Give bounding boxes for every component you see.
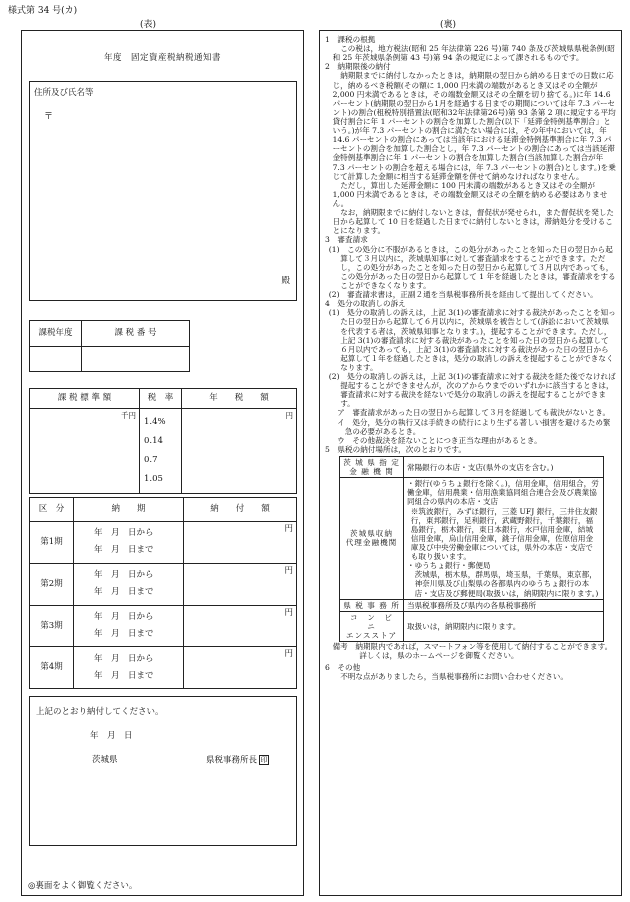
period-amount-unit: 円 xyxy=(184,605,297,647)
period-name: 第4期 xyxy=(30,647,74,689)
deadline-header: 納 期 xyxy=(74,498,184,522)
section-4-item-2: (2) 処分の取消しの訴えは，上記 3(1)の審査請求に対する裁決を経た後でなければ提起することができませんが，次のアからウまでのいずれかに該当するときは，審査請求に対する裁決を経ないで処分の取消しの訴えを提起することができます。 xyxy=(328,372,616,409)
office-chief-label: 県税事務所長 xyxy=(206,755,258,766)
period-from: 年 月 日から xyxy=(94,611,154,622)
rate-item: 0.7 xyxy=(144,455,158,465)
period-name: 第2期 xyxy=(30,563,74,605)
term-header: 区 分 xyxy=(30,498,74,522)
postal-mark: 〒 xyxy=(44,112,54,122)
back-side-note: ◎裏面をよく御覧ください。 xyxy=(28,881,138,891)
place-label: コ ン ビ ニ エンスストア xyxy=(340,611,404,641)
tax-year-label: 課税年度 xyxy=(30,321,82,347)
place-label: 茨城県収納 代理金融機関 xyxy=(340,478,404,599)
section-4-case-u: ウ その他裁決を経ないことにつき正当な理由があるとき。 xyxy=(337,435,542,445)
period-to: 年 月 日まで xyxy=(94,587,154,598)
table-row xyxy=(340,457,604,478)
payment-instruction: 上記のとおり納付してください。 xyxy=(36,707,164,717)
section-6-body: 不明な点がありましたら，当県税事務所にお問い合わせください。 xyxy=(340,672,568,682)
front-page xyxy=(21,30,304,896)
table-row xyxy=(340,478,604,599)
payment-box xyxy=(29,696,297,846)
section-4-case-i: イ 処分，処分の執行又は手続きの続行により生ずる著しい損害を避けるため緊急の必要があるとき。 xyxy=(337,417,611,436)
period-amount-unit: 円 xyxy=(184,647,297,689)
section-3-item-1: (1) この処分に不服があるときは，この処分があったことを知った日の翌日から起算して３月以内に，茨城県知事に対して審査請求をすることができます。ただし，この処分があったことを知った日の翌日から起算して３月以内であっても，この処分があった日の翌日から起算して 1 年を経過したときは，審査請求をすることができなくなります。 xyxy=(328,244,616,290)
period-to: 年 月 日まで xyxy=(94,628,154,639)
period-amount-unit: 円 xyxy=(184,522,297,564)
tax-base-header: 課 税 標 準 額 xyxy=(30,389,140,409)
table-row xyxy=(30,605,297,647)
section-2-note: なお，納期限までに納付しないときは，督促状が発せられ，また督促状を発した日から起算して 10 日を経過した日までに納付しないときは，滞納処分を受けることになります。 xyxy=(332,208,615,236)
period-name: 第3期 xyxy=(30,605,74,647)
section-3-item-2: (2) 審査請求書は，正副２通を当県税事務所長を経由して提出してください。 xyxy=(328,290,598,300)
period-to: 年 月 日まで xyxy=(94,670,154,681)
table-row xyxy=(30,647,297,689)
place-content: 取扱いは，納期限内に限ります。 xyxy=(404,611,604,641)
back-face-label: (裏) xyxy=(440,20,457,30)
period-dates xyxy=(74,522,184,564)
bank-line: ・銀行(ゆうちょ銀行を除く。)，信用金庫，信用組合，労働金庫，信用農業・信用漁業協同組合連合会及び農業協同組合の県内の本店・支店 xyxy=(407,479,599,507)
payment-places-table xyxy=(339,456,604,642)
notice-title: 年度 固定資産税納税通知書 xyxy=(103,53,221,63)
payment-date: 年 月 日 xyxy=(90,731,133,741)
table-row xyxy=(340,611,604,641)
place-content: 当県税事務所及び県内の各県税事務所 xyxy=(404,599,604,611)
section-5-heading: 5 県税の納付場所は，次のとおりです。 xyxy=(325,444,466,454)
address-box xyxy=(29,81,297,301)
tax-rates xyxy=(140,409,182,494)
section-4-item-1: (1) 処分の取消しの訴えは，上記 3(1)の審査請求に対する裁決があったことを知った日の翌日から起算して６月以内に，茨城県を被告として(訴訟において茨城県を代表する者は，茨城県知事となります。)，提起することができます。ただし，上記 3(1)の審査請求に対する裁決があったことを知った日の翌日から起算して６月以内であっても，上記 3(1)の審査請求に対する裁決があった日の翌日から起算して１年を経過したときは，処分の取消しの訴えを提起することができなくなります。 xyxy=(328,308,616,372)
section-1-body: この税は，地方税法(昭和 25 年法律第 226 号)第 740 条及び茨城県県税条例(昭和 25 年茨城県条例第 43 号)第 94 条の規定によって課されるものです。 xyxy=(332,44,615,63)
section-2-heading: 2 納期限後の納付 xyxy=(325,62,391,72)
rate-item: 1.4% xyxy=(144,417,166,427)
section-5-remark: 備考 納期限内であれば，スマートフォン等を使用して納付することができます。詳しくは，県のホームページを御覧ください。 xyxy=(332,642,613,661)
section-4-case-a: ア 審査請求があった日の翌日から起算して３月を経過しても裁決がないとき。 xyxy=(337,408,611,418)
seal-mark: 印 xyxy=(260,756,268,764)
annual-tax-unit: 円 xyxy=(182,409,297,494)
rate-item: 0.14 xyxy=(144,436,163,446)
section-2-body: 納期限までに納付しなかったときは，納期限の翌日から納める日までの日数に応じ，納めるべき税額(その額に 1,000 円未満の端数があるとき又はその全額が 2,000 円未満であるときは，その端数金額又はその全額を切り捨てる。)に年 14.6 パーセント(納期限の翌日から1月を経過する日までの期間については年 7.3 パーセント)の割合(租税特別措置法(昭和32年法律第26号)第 93 条第 2 項に規定する平均貸付割合に年 1 パーセントの割合を加算した割合(以下「延滞金特例基準割合」という。)が年 7.3 パーセントの割合に満たない場合には，その年中においては，年 14.6 パーセントの割合にあっては当該年における延滞金特例基準割合に年 7.3 パーセントの割合を加算した割合とし，年 7.3 パーセントの割合にあっては当該延滞金特例基準割合に年 1 パーセントの割合を加算した割合(当該加算した割合が年 7.3 パーセントの割合を超える場合には，年 7.3 パーセントの割合)とします。)を乗じて計算した金額に相当する延滞金額を併せて納めなければなりません。 xyxy=(332,71,616,181)
place-content xyxy=(404,478,604,599)
tax-year-table xyxy=(29,320,190,372)
office-chief xyxy=(206,755,269,766)
table-row xyxy=(30,563,297,605)
period-dates xyxy=(74,647,184,689)
period-from: 年 月 日から xyxy=(94,570,154,581)
bank-line: ・ゆうちょ銀行・郵便局 xyxy=(407,561,491,571)
table-row xyxy=(30,522,297,564)
tax-number-value xyxy=(82,347,190,372)
section-4-heading: 4 処分の取消しの訴え xyxy=(325,299,406,309)
table-row xyxy=(340,599,604,611)
section-2-proviso: ただし，算出した延滞金額に 100 円未満の端数があるとき又はその全額が 1,000 円未満であるときは，その端数金額又はその全額を納める必要はありません。 xyxy=(332,180,608,208)
back-page xyxy=(319,30,622,896)
section-1-heading: 1 課税の根拠 xyxy=(325,35,376,44)
front-face-label: (表) xyxy=(140,20,157,30)
period-dates xyxy=(74,563,184,605)
period-amount-unit: 円 xyxy=(184,563,297,605)
period-dates xyxy=(74,605,184,647)
form-number: 様式第 34 号(カ) xyxy=(8,6,78,16)
tax-base-table xyxy=(29,388,297,494)
bank-line: 茨城県，栃木県，群馬県，埼玉県，千葉県，東京都，神奈川県及び山梨県の各都県内のゆうちょ銀行の本店・支店及び郵便局(取扱いは，納期限内に限ります。) xyxy=(414,570,599,598)
period-from: 年 月 日から xyxy=(94,653,154,664)
amount-header: 納 付 額 xyxy=(184,498,297,522)
place-label: 県 税 事 務 所 xyxy=(340,599,404,611)
tax-number-label: 課 税 番 号 xyxy=(82,321,190,347)
place-label: 茨 城 県 指 定 金 融 機 関 xyxy=(340,457,404,478)
tax-year-value xyxy=(30,347,82,372)
installment-table xyxy=(29,497,297,689)
honorific: 殿 xyxy=(281,276,290,286)
bank-line: ※筑波銀行，みずほ銀行，三菱 UFJ 銀行，三井住友銀行，東邦銀行，足利銀行，武蔵野銀行，千葉銀行，福島銀行，栃木銀行，東日本銀行，水戸信用金庫，結城信用金庫，烏山信用金庫，銚子信用金庫，佐原信用金庫及び中央労働金庫については，県外の本店・支店でも取り扱います。 xyxy=(410,506,598,562)
annual-tax-header: 年 税 額 xyxy=(182,389,297,409)
tax-base-unit: 千円 xyxy=(30,409,140,494)
tax-rate-header: 税 率 xyxy=(140,389,182,409)
period-name: 第1期 xyxy=(30,522,74,564)
rate-item: 1.05 xyxy=(144,474,163,484)
period-to: 年 月 日まで xyxy=(94,545,154,556)
address-label: 住所及び氏名等 xyxy=(34,88,94,98)
section-3-heading: 3 審査請求 xyxy=(325,235,368,245)
place-content: 常陽銀行の本店・支店(県外の支店を含む。) xyxy=(404,457,604,478)
prefecture-name: 茨城県 xyxy=(92,755,118,765)
period-from: 年 月 日から xyxy=(94,528,154,539)
section-6-heading: 6 その他 xyxy=(325,663,361,673)
